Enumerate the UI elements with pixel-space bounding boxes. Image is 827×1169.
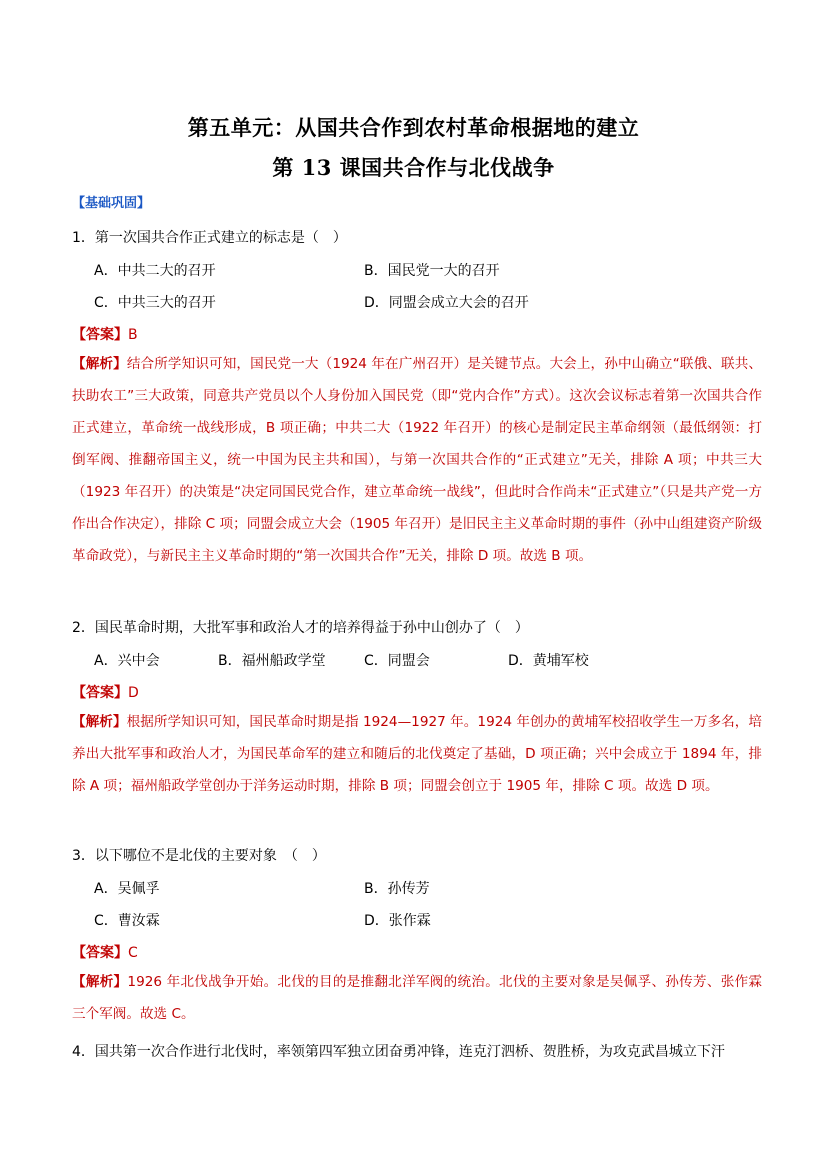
question-3-answer (72, 942, 138, 962)
question-1-answer (72, 324, 138, 344)
lesson-title: 第 13 课国共合作与北伐战争 (272, 155, 555, 180)
question-2-option-a: A．兴中会 (94, 653, 160, 669)
question-3-option-b: B．孙传芳 (364, 881, 430, 897)
question-2-answer (72, 682, 139, 702)
question-3-stem: 3．以下哪位不是北伐的主要对象 （ ） (72, 848, 326, 864)
unit-title: 第五单元：从国共合作到农村革命根据地的建立 (187, 115, 640, 140)
question-1-option-c: C．中共三大的召开 (94, 295, 216, 311)
question-1-option-a: A．中共二大的召开 (94, 263, 216, 279)
analysis-tag: 【解析】 (72, 356, 127, 372)
question-2-stem: 2．国民革命时期，大批军事和政治人才的培养得益于孙中山创办了（ ） (72, 620, 529, 636)
answer-tag: 【答案】 (72, 685, 128, 701)
question-1-option-d: D．同盟会成立大会的召开 (364, 295, 529, 311)
question-1-analysis (72, 348, 762, 572)
question-3-analysis (72, 966, 762, 1030)
analysis-text: 结合所学知识可知，国民党一大（1924 年在广州召开）是关键节点。大会上，孙中山确立“联俄、联共、扶助农工”三大政策，同意共产党员以个人身份加入国民党（即“党内合作”方式）。这次会议标志着第一次国共合作正式建立，革命统一战线形成，B 项正确；中共二大（1922 年召开）的核心是制定民主革命纲领（最低纲领：打倒军阀、推翻帝国主义，统一中国为民主共和国），与第一次国共合作的“正式建立”无关，排除 A 项；中共三大（1923 年召开）的决策是“决定同国民党合作，建立革命统一战线”，但此时合作尚未“正式建立”（只是共产党一方作出合作决定），排除 C 项；同盟会成立大会（1905 年召开）是旧民主主义革命时期的事件（孙中山组建资产阶级革命政党），与新民主主义革命时期的“第一次国共合作”无关，排除 D 项。故选 B 项。 (72, 356, 762, 564)
question-2-option-c: C．同盟会 (364, 653, 430, 669)
question-1-stem: 1．第一次国共合作正式建立的标志是（ ） (72, 230, 347, 246)
question-2-option-d: D．黄埔军校 (508, 653, 589, 669)
answer-value: B (128, 327, 138, 343)
question-3-option-a: A．吴佩孚 (94, 881, 160, 897)
question-3-option-d: D．张作霖 (364, 913, 431, 929)
answer-tag: 【答案】 (72, 945, 128, 961)
question-4-stem: 4．国共第一次合作进行北伐时，率领第四军独立团奋勇冲锋，连克汀泗桥、贺胜桥，为攻克武昌城立下汗 (72, 1044, 725, 1060)
question-3-option-c: C．曹汝霖 (94, 913, 160, 929)
analysis-tag: 【解析】 (72, 714, 127, 730)
question-1-option-b: B．国民党一大的召开 (364, 263, 500, 279)
analysis-text: 根据所学知识可知，国民革命时期是指 1924—1927 年。1924 年创办的黄埔军校招收学生一万多名，培养出大批军事和政治人才，为国民革命军的建立和随后的北伐奠定了基础，D 项正确；兴中会成立于 1894 年，排除 A 项；福州船政学堂创办于洋务运动时期，排除 B 项；同盟会创立于 1905 年，排除 C 项。故选 D 项。 (72, 714, 762, 794)
section-label: 【基础巩固】 (72, 196, 151, 211)
question-2-analysis (72, 706, 762, 802)
analysis-text: 1926 年北伐战争开始。北伐的目的是推翻北洋军阀的统治。北伐的主要对象是吴佩孚、孙传芳、张作霖三个军阀。故选 C。 (72, 974, 763, 1022)
answer-value: C (128, 945, 138, 961)
analysis-tag: 【解析】 (72, 974, 128, 990)
question-2-option-b: B．福州船政学堂 (218, 653, 326, 669)
answer-value: D (128, 685, 139, 701)
answer-tag: 【答案】 (72, 327, 128, 343)
